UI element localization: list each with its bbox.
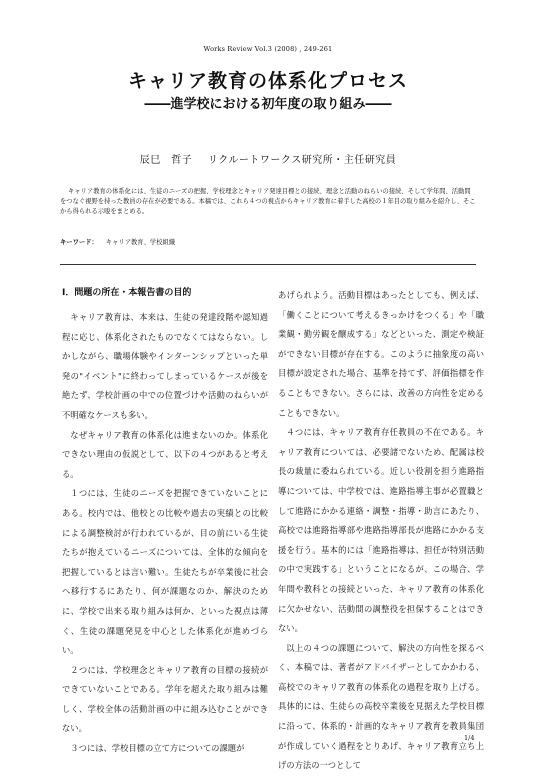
paragraph: 以上の４つの課題について、解決の方向性を探るべく、本稿では、著者がアドバイザーとしてかかわる、高校でのキャリア教育の体系化の過程を取り上げる。具体的には、生徒らの高校卒業後を見据えた学校目標に沿って、体系的・計画的なキャリア教育を教員集団が作成していく過程をとりあげ、キャリア教育立ち上げの方法の一つとして xyxy=(278,642,484,771)
paper-subtitle: ――進学校における初年度の取り組み―― xyxy=(144,97,392,112)
page-number: 1/4 xyxy=(464,734,475,742)
paper-title: キャリア教育の体系化プロセス xyxy=(127,70,408,92)
keywords-value: キャリア教育、学校組織 xyxy=(105,239,176,246)
paragraph: ３つには、学校目標の立て方についての課題が xyxy=(70,743,245,754)
author-line xyxy=(0,151,536,166)
paragraph: １つには、生徒のニーズを把握できていないことにある。校内では、他校との比較や過去の実績との比較による調整検討が行われているが、目の前にいる生徒たちが抱えているニーズについては、全体的な傾向を把握しているとは言い難い。生徒たちが卒業後に社会へ移行するにあたり、何が課題なのか、解決のために、学校で出来る取り組みは何か、といった視点は薄く、生徒の課題発見を中心とした体系化が進めづらい。 xyxy=(62,488,268,656)
paragraph: ２つには、学校理念とキャリア教育の目標の接続ができていないことである。学年を超えた取り組みは難しく、学校全体の活動計画の中に組み込むことができない。 xyxy=(62,664,268,734)
paragraph: ４つには、キャリア教育存任教員の不在である。キャリア教育については、必要諸でないため、配属は校長の裁量に委ねられている。近しい役割を担う進路指導については、中学校では、進路指導主事が必置職として進路にかかる連絡・調整・指導・助言にあたり、高校では進路指導部や進路指導部長が進路にかかる支援を行う。基本的には「進路指導は、担任が特別活動の中で実践する」ということになるが、この場合、学年間や教科との接続といった、キャリア教育の体系化に欠かせない、活動間の調整役を担保することはできない。 xyxy=(278,427,484,634)
keywords xyxy=(60,237,476,246)
divider xyxy=(60,264,476,265)
author-affiliation: リクルートワークス研究所・主任研究員 xyxy=(207,155,397,166)
paragraph: なぜキャリア教育の体系化は進まないのか。体系化できない理由の仮説として、以下の４つがあると考える。 xyxy=(62,429,268,479)
keywords-label: キーワード： xyxy=(60,239,98,246)
author-name: 辰巳 哲子 xyxy=(139,155,193,166)
paragraph: キャリア教育は、本来は、生徒の発達段階や認知過程に応じ、体系化されたものでなくてはならない。しかしながら、職場体験やインターンシップといった単発の"イベント"に終わってしまっているケースが後を絶たず、学校計画の中での位置づけや活動のねらいが不明確なケースも多い。 xyxy=(62,312,268,420)
paragraph: あげられよう。活動目標はあったとしても、例えば、「働くことについて考えるきっかけをつくる」や「職業観・勤労観を醸成する」などといった、測定や検証ができない目標が存在する。このように抽象度の高い目標が設定された場合、基準を持てず、評価指標を作ることもできない。さらには、改善の方向性を定めることもできない。 xyxy=(278,290,484,418)
right-column xyxy=(278,286,484,776)
journal-citation: Works Review Vol.3 (2008) , 249-261 xyxy=(203,45,333,53)
left-column xyxy=(62,286,268,759)
section-heading: Ⅰ．問題の所在・本報告書の目的 xyxy=(62,288,192,298)
abstract: キャリア教育の体系化には、生徒のニーズの把握、学校理念とキャリア発達目標との接続、理念と活動のねらいの接続、そして学年間、活動間をつなぐ視野を持った教員の存在が必要である。本稿では、これら４つの視点からキャリア教育に着手した高校の１年目の取り組みを紹介し、そこから得られる示唆をまとめる。 xyxy=(60,188,476,215)
